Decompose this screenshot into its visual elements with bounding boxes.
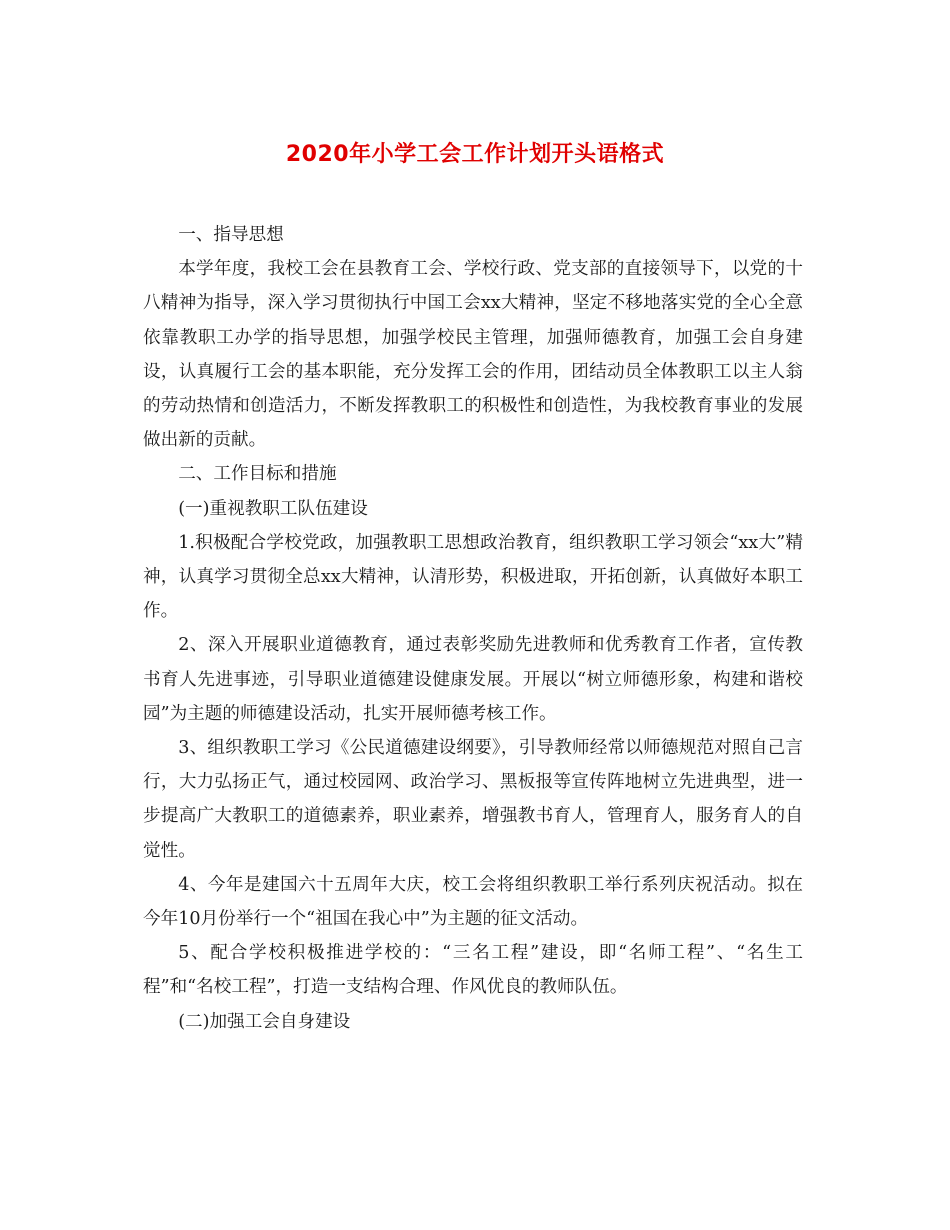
subsection-heading: (二)加强工会自身建设 bbox=[178, 1011, 351, 1032]
section-heading: 一、指导思想 bbox=[178, 225, 284, 245]
document-body bbox=[143, 218, 803, 1039]
subsection-heading: (一)重视教职工队伍建设 bbox=[178, 498, 368, 519]
paragraph: 4、今年是建国六十五周年大庆，校工会将组织教职工举行系列庆祝活动。拟在今年10月份举行一个“祖国在我心中”为主题的征文活动。 bbox=[143, 874, 803, 930]
paragraph: 5、配合学校积极推进学校的：“三名工程”建设，即“名师工程”、“名生工程”和“名校工程”，打造一支结构合理、作风优良的教师队伍。 bbox=[143, 943, 803, 998]
paragraph: 2、深入开展职业道德教育，通过表彰奖励先进教师和优秀教育工作者，宣传教书育人先进事迹，引导职业道德建设健康发展。开展以“树立师德形象，构建和谐校园”为主题的师德建设活动，扎实开展师德考核工作。 bbox=[143, 635, 803, 724]
paragraph: 1.积极配合学校党政，加强教职工思想政治教育，组织教职工学习领会“xx大”精神，认真学习贯彻全总xx大精神，认清形势，积极进取，开拓创新，认真做好本职工作。 bbox=[143, 532, 803, 622]
section-heading: 二、工作目标和措施 bbox=[178, 464, 337, 485]
paragraph: 3、组织教职工学习《公民道德建设纲要》，引导教师经常以师德规范对照自己言行，大力弘扬正气，通过校园网、政治学习、黑板报等宣传阵地树立先进典型，进一步提高广大教职工的道德素养，职业素养，增强教书育人，管理育人，服务育人的自觉性。 bbox=[143, 738, 803, 861]
document-title: 2020年小学工会工作计划开头语格式 bbox=[285, 142, 665, 167]
paragraph: 本学年度，我校工会在县教育工会、学校行政、党支部的直接领导下，以党的十八精神为指导，深入学习贯彻执行中国工会xx大精神，坚定不移地落实党的全心全意依靠教职工办学的指导思想，加强学校民主管理，加强师德教育，加强工会自身建设，认真履行工会的基本职能，充分发挥工会的作用，团结动员全体教职工以主人翁的劳动热情和创造活力，不断发挥教职工的积极性和创造性，为我校教育事业的发展做出新的贡献。 bbox=[143, 259, 803, 451]
